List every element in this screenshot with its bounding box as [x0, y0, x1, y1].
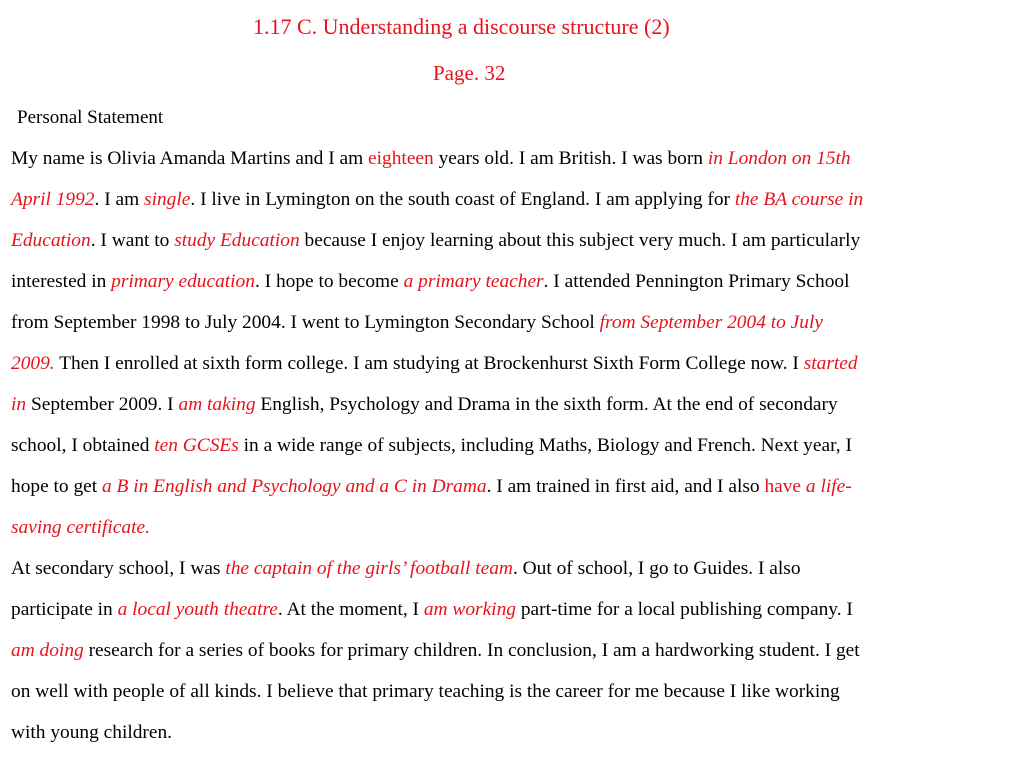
statement-paragraph-2 [11, 548, 1016, 753]
plain-text: with young children. [11, 722, 173, 743]
plain-text: My name is Olivia Amanda Martins and I am [11, 148, 369, 169]
plain-text: At secondary school, I was [11, 558, 226, 579]
highlighted-phrase: single [144, 189, 191, 210]
plain-text: English, Psychology and Drama in the sixth form. At the end of secondary [255, 394, 838, 415]
highlighted-phrase: a primary teacher [403, 271, 544, 292]
highlighted-phrase: the BA course in [734, 189, 864, 210]
text-line [11, 179, 1016, 220]
document-title: 1.17 C. Understanding a discourse structure (2) [253, 14, 670, 39]
plain-text: . I attended Pennington Primary School [543, 271, 850, 292]
text-line [11, 507, 1016, 548]
plain-text: . I live in Lymington on the south coast of England. I am applying for [190, 189, 735, 210]
highlighted-phrase: the captain of the girls’ football team [225, 558, 513, 579]
plain-text: hope to get [11, 476, 103, 497]
plain-text: . At the moment, I [277, 599, 424, 620]
text-line [11, 548, 1016, 589]
text-line [11, 220, 1016, 261]
plain-text: on well with people of all kinds. I believe that primary teaching is the career for me because I like working [11, 681, 840, 702]
highlighted-phrase: eighteen [368, 148, 434, 169]
statement-paragraph-1 [11, 138, 1016, 548]
text-line [11, 671, 1016, 712]
text-line [11, 425, 1016, 466]
plain-text: . Out of school, I go to Guides. I also [512, 558, 801, 579]
text-line [11, 630, 1016, 671]
plain-text: participate in [11, 599, 118, 620]
text-line [11, 466, 1016, 507]
plain-text: part-time for a local publishing company. I [515, 599, 853, 620]
page-number: Page. 32 [433, 61, 506, 85]
highlighted-phrase: a local youth theatre [117, 599, 278, 620]
plain-text: from September 1998 to July 2004. I went to Lymington Secondary School [11, 312, 600, 333]
plain-text: . I am [94, 189, 145, 210]
plain-text: September 2009. I [26, 394, 179, 415]
highlighted-phrase: started [803, 353, 858, 374]
plain-text: because I enjoy learning about this subject very much. I am particularly [299, 230, 861, 251]
highlighted-phrase: in [11, 394, 27, 415]
plain-text: research for a series of books for primary children. In conclusion, I am a hardworking student. I get [83, 640, 860, 661]
text-line [11, 343, 1016, 384]
highlighted-phrase: study Education [174, 230, 300, 251]
plain-text: in a wide range of subjects, including Maths, Biology and French. Next year, I [238, 435, 852, 456]
plain-text: years old. I am British. I was born [433, 148, 708, 169]
text-line [11, 384, 1016, 425]
text-line [11, 302, 1016, 343]
highlighted-phrase: have [764, 476, 802, 497]
highlighted-phrase: am working [423, 599, 516, 620]
highlighted-phrase: 2009. [11, 353, 55, 374]
text-line [11, 712, 1016, 753]
plain-text: . I am trained in first aid, and I also [486, 476, 765, 497]
section-heading: Personal Statement [17, 107, 164, 128]
highlighted-phrase: ten GCSEs [154, 435, 239, 456]
plain-text: . I want to [90, 230, 175, 251]
highlighted-phrase: a life- [805, 476, 852, 497]
plain-text: school, I obtained [11, 435, 155, 456]
plain-text: . I hope to become [254, 271, 404, 292]
highlighted-phrase: primary education [111, 271, 255, 292]
text-line [11, 138, 1016, 179]
highlighted-phrase: a B in English and Psychology and a C in Drama [102, 476, 487, 497]
plain-text: Then I enrolled at sixth form college. I am studying at Brockenhurst Sixth Form College now. I [54, 353, 804, 374]
highlighted-phrase: saving certificate. [11, 517, 150, 538]
plain-text: interested in [11, 271, 112, 292]
highlighted-phrase: am doing [11, 640, 84, 661]
highlighted-phrase: am taking [178, 394, 256, 415]
text-line [11, 261, 1016, 302]
highlighted-phrase: from September 2004 to July [599, 312, 823, 333]
highlighted-phrase: Education [11, 230, 91, 251]
highlighted-phrase: in London on 15th [707, 148, 851, 169]
text-line [11, 589, 1016, 630]
highlighted-phrase: April 1992 [11, 189, 95, 210]
